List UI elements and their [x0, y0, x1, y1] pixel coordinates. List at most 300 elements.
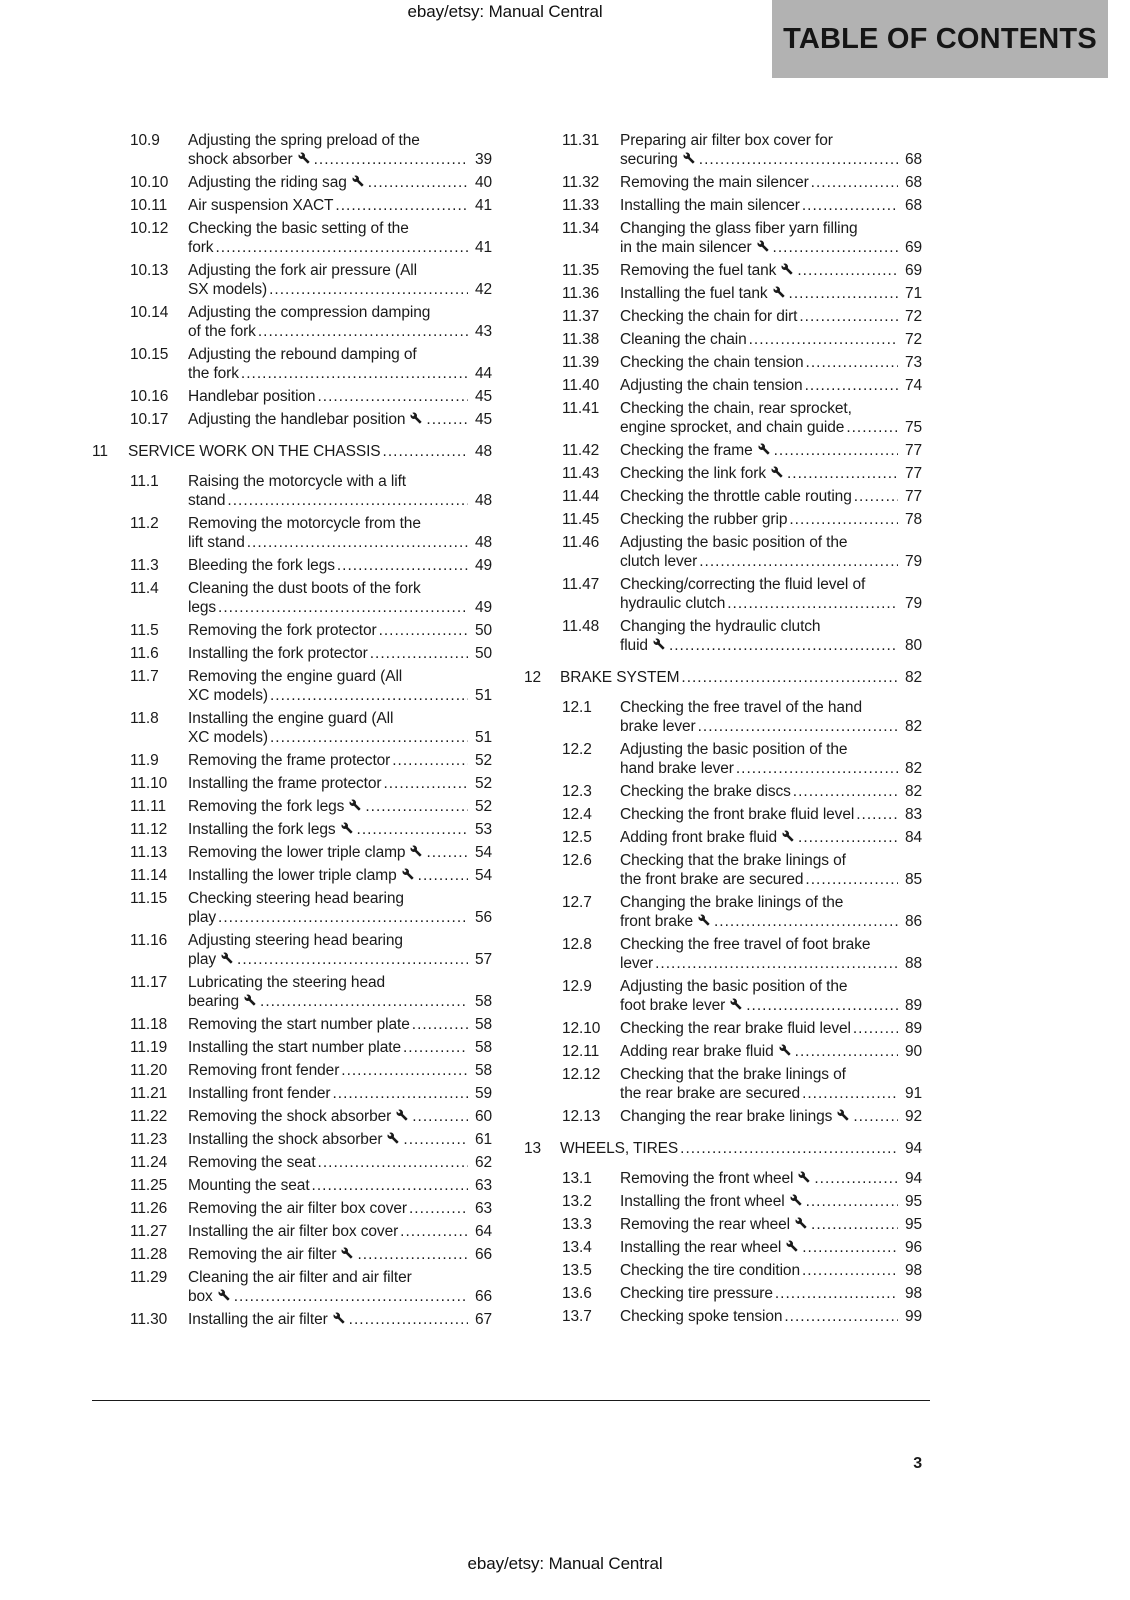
- entry-number: 11.9: [130, 752, 159, 769]
- entry-number: 11.2: [130, 515, 159, 532]
- wrench-icon: [779, 1042, 791, 1061]
- dot-leader: [787, 284, 898, 303]
- entry-title: [188, 387, 492, 406]
- entry-page-number: 91: [904, 1085, 922, 1102]
- entry-title-line: Adjusting the basic position of the: [620, 534, 848, 551]
- toc-entry: [524, 487, 922, 506]
- entry-page-number: 99: [904, 1308, 922, 1325]
- entry-title-line: Checking the frame: [620, 442, 753, 459]
- toc-entry: [524, 698, 922, 736]
- entry-title-line: Removing the frame protector: [188, 752, 391, 769]
- entry-title-line: Removing the front wheel: [620, 1170, 794, 1187]
- entry-title-line: Adjusting the basic position of the: [620, 741, 848, 758]
- entry-page-number: 52: [474, 775, 492, 792]
- entry-title: [620, 1238, 922, 1257]
- entry-title-line: Removing the rear wheel: [620, 1216, 791, 1233]
- entry-number: 11.41: [562, 400, 600, 417]
- entry-title-line: Installing the air filter: [188, 1311, 328, 1328]
- entry-title-line: Checking that the brake linings of: [620, 1066, 846, 1083]
- toc-entry: [524, 1019, 922, 1038]
- dot-leader: [696, 717, 898, 736]
- entry-number: 11.28: [130, 1246, 168, 1263]
- entry-title: [188, 843, 492, 862]
- entry-number: 10.14: [130, 304, 169, 321]
- toc-entry: [92, 131, 492, 169]
- entry-title: [620, 1019, 922, 1038]
- entry-title-line: Checking the front brake fluid level: [620, 806, 855, 823]
- dot-leader: [339, 1061, 468, 1080]
- entry-number: 10.15: [130, 346, 169, 363]
- dot-leader: [333, 196, 468, 215]
- toc-entry: [524, 196, 922, 215]
- toc-entry: [92, 1245, 492, 1264]
- entry-title: [560, 668, 922, 687]
- entry-number: 10.9: [130, 132, 160, 149]
- entry-number: 11.20: [130, 1062, 168, 1079]
- entry-title: [188, 514, 492, 552]
- entry-number: 11.7: [130, 668, 159, 685]
- entry-number: 11.5: [130, 622, 159, 639]
- entry-page-number: 54: [474, 867, 492, 884]
- entry-title-line: stand: [188, 492, 226, 509]
- entry-number: 12.7: [562, 894, 592, 911]
- toc-entry: [92, 931, 492, 969]
- entry-title-line: Checking the chain, rear sprocket,: [620, 400, 852, 417]
- entry-title: [188, 973, 492, 1011]
- entry-number: 11.15: [130, 890, 168, 907]
- entry-title: [620, 740, 922, 778]
- toc-entry: [524, 399, 922, 437]
- entry-number: 12.11: [562, 1043, 600, 1060]
- entry-number: 10.11: [130, 197, 168, 214]
- entry-number: 11.39: [562, 354, 600, 371]
- entry-number: 11.11: [130, 798, 166, 815]
- toc-entry: [92, 387, 492, 406]
- toc-entry: [92, 1084, 492, 1103]
- entry-number: 11.8: [130, 710, 159, 727]
- entry-title-line: in the main silencer: [620, 239, 752, 256]
- entry-number: 11.29: [130, 1269, 168, 1286]
- entry-number: 11.17: [130, 974, 168, 991]
- dot-leader: [734, 759, 898, 778]
- entry-title-line: Changing the rear brake linings: [620, 1108, 833, 1125]
- dot-leader: [256, 322, 468, 341]
- toc-entry: [524, 1065, 922, 1103]
- wrench-icon: [771, 464, 783, 483]
- toc-entry: [92, 973, 492, 1011]
- entry-page-number: 50: [474, 645, 492, 662]
- entry-page-number: 77: [904, 488, 922, 505]
- entry-number: 11.12: [130, 821, 168, 838]
- entry-title: [620, 1065, 922, 1103]
- entry-page-number: 72: [904, 308, 922, 325]
- entry-title-line: of the fork: [188, 323, 256, 340]
- entry-title: [188, 131, 492, 169]
- wrench-icon: [410, 843, 422, 862]
- entry-title: [188, 1153, 492, 1172]
- toc-entry: [92, 1153, 492, 1172]
- dot-leader: [258, 992, 468, 1011]
- entry-title: [620, 617, 922, 655]
- wrench-icon: [221, 950, 233, 969]
- entry-title: [188, 667, 492, 705]
- entry-title: [188, 1084, 492, 1103]
- dot-leader: [216, 908, 468, 927]
- entry-title-line: Checking that the brake linings of: [620, 852, 846, 869]
- toc-entry: [92, 261, 492, 299]
- toc-entry: [92, 1015, 492, 1034]
- dot-leader: [410, 1015, 468, 1034]
- wrench-icon: [795, 1215, 807, 1234]
- entry-title-line: Installing front fender: [188, 1085, 331, 1102]
- entry-number: 13.6: [562, 1285, 592, 1302]
- dot-leader: [791, 782, 898, 801]
- toc-entry: [524, 1192, 922, 1211]
- entry-title-line: Raising the motorcycle with a lift: [188, 473, 406, 490]
- entry-title-line: Removing the motorcycle from the: [188, 515, 421, 532]
- entry-page-number: 44: [474, 365, 492, 382]
- entry-page-number: 72: [904, 331, 922, 348]
- entry-title-line: play: [188, 909, 217, 926]
- entry-page-number: 94: [904, 1170, 922, 1187]
- toc-entry: [92, 1107, 492, 1126]
- toc-entry: [524, 219, 922, 257]
- entry-title: [188, 1061, 492, 1080]
- entry-title: [620, 330, 922, 349]
- entry-title-line: Handlebar position: [188, 388, 316, 405]
- footer-rule: [92, 1400, 930, 1401]
- toc-entry: [92, 1222, 492, 1241]
- entry-title-line: Adjusting the spring preload of the: [188, 132, 420, 149]
- entry-title: [620, 1284, 922, 1303]
- wrench-icon: [218, 1287, 230, 1306]
- dot-leader: [793, 1042, 898, 1061]
- toc-entry: [92, 556, 492, 575]
- entry-title: [620, 977, 922, 1015]
- entry-title: [620, 1107, 922, 1126]
- dot-leader: [800, 1238, 898, 1257]
- entry-title-line: Air suspension XACT: [188, 197, 334, 214]
- entry-page-number: 82: [904, 718, 922, 735]
- entry-number: 11.31: [562, 132, 600, 149]
- dot-leader: [232, 1287, 468, 1306]
- dot-leader: [316, 1153, 468, 1172]
- entry-title-line: Cleaning the dust boots of the fork: [188, 580, 421, 597]
- toc-entry: [524, 510, 922, 529]
- entry-page-number: 51: [474, 729, 492, 746]
- entry-page-number: 84: [904, 829, 922, 846]
- entry-title: [188, 1199, 492, 1218]
- entry-page-number: 89: [904, 997, 922, 1014]
- dot-leader: [772, 441, 898, 460]
- entry-page-number: 71: [904, 285, 922, 302]
- toc-entry: [92, 797, 492, 816]
- entry-number: 11.38: [562, 331, 600, 348]
- entry-title: [620, 196, 922, 215]
- entry-page-number: 58: [474, 1062, 492, 1079]
- entry-page-number: 58: [474, 1039, 492, 1056]
- entry-title-line: front brake: [620, 913, 693, 930]
- wrench-icon: [653, 636, 665, 655]
- entry-number: 12.4: [562, 806, 592, 823]
- entry-number: 12.9: [562, 978, 592, 995]
- entry-page-number: 83: [904, 806, 922, 823]
- entry-page-number: 49: [474, 557, 492, 574]
- entry-title-line: Removing the lower triple clamp: [188, 844, 406, 861]
- dot-leader: [697, 150, 898, 169]
- entry-title-line: legs: [188, 599, 217, 616]
- entry-title-line: Preparing air filter box cover for: [620, 132, 833, 149]
- entry-page-number: 80: [904, 637, 922, 654]
- entry-title: [188, 472, 492, 510]
- entry-number: 11.21: [130, 1085, 168, 1102]
- toc-entry: [524, 782, 922, 801]
- entry-page-number: 85: [904, 871, 922, 888]
- entry-number: 11.19: [130, 1039, 168, 1056]
- entry-title-line: Removing the air filter box cover: [188, 1200, 407, 1217]
- entry-number: 11.40: [562, 377, 600, 394]
- entry-number: 11.1: [130, 473, 159, 490]
- entry-title-line: Installing the fork legs: [188, 821, 336, 838]
- entry-title: [188, 173, 492, 192]
- entry-number: 10.10: [130, 174, 169, 191]
- entry-title-line: WHEELS, TIRES: [560, 1140, 679, 1157]
- entry-number: 11.35: [562, 262, 600, 279]
- toc-entry: [92, 751, 492, 770]
- entry-title-line: Checking the throttle cable routing: [620, 488, 852, 505]
- entry-number: 10.13: [130, 262, 169, 279]
- entry-number: 12.2: [562, 741, 592, 758]
- toc-entry: [524, 1169, 922, 1188]
- entry-title-line: lever: [620, 955, 654, 972]
- entry-title: [620, 805, 922, 824]
- entry-title: [620, 533, 922, 571]
- entry-title: [128, 442, 492, 461]
- entry-number: 12.8: [562, 936, 592, 953]
- entry-title-line: brake lever: [620, 718, 696, 735]
- entry-page-number: 54: [474, 844, 492, 861]
- dot-leader: [355, 1245, 468, 1264]
- entry-number: 12.3: [562, 783, 592, 800]
- toc-entry: [92, 472, 492, 510]
- dot-leader: [851, 1019, 898, 1038]
- entry-page-number: 58: [474, 993, 492, 1010]
- toc-entry: [524, 1042, 922, 1061]
- entry-number: 11.48: [562, 618, 600, 635]
- dot-leader: [804, 1192, 898, 1211]
- entry-number: 12.10: [562, 1020, 601, 1037]
- entry-number: 10.12: [130, 220, 169, 237]
- toc-entry: [524, 851, 922, 889]
- wrench-icon: [698, 912, 710, 931]
- entry-number: 11.30: [130, 1311, 168, 1328]
- entry-title-line: Checking the rear brake fluid level: [620, 1020, 851, 1037]
- entry-title-line: Lubricating the steering head: [188, 974, 386, 991]
- toc-entry: [524, 353, 922, 372]
- entry-title: [620, 1169, 922, 1188]
- wrench-icon: [683, 150, 695, 169]
- toc-entry: [92, 1268, 492, 1306]
- entry-number: 11.46: [562, 534, 600, 551]
- dot-leader: [368, 644, 468, 663]
- dot-leader: [782, 1307, 898, 1326]
- dot-leader: [398, 1222, 468, 1241]
- entry-title: [620, 376, 922, 395]
- entry-number: 10.17: [130, 411, 169, 428]
- entry-number: 11.3: [130, 557, 159, 574]
- entry-page-number: 64: [474, 1223, 492, 1240]
- entry-page-number: 68: [904, 174, 922, 191]
- dot-leader: [424, 843, 468, 862]
- entry-number: 11.14: [130, 867, 168, 884]
- toc-entry: [524, 575, 922, 613]
- entry-title-line: Installing the shock absorber: [188, 1131, 383, 1148]
- dot-leader: [268, 728, 468, 747]
- entry-title-line: securing: [620, 151, 678, 168]
- header-watermark: ebay/etsy: Manual Central: [407, 2, 603, 21]
- entry-title-line: BRAKE SYSTEM: [560, 669, 680, 686]
- entry-title-line: Changing the hydraulic clutch: [620, 618, 821, 635]
- entry-title-line: Removing the fuel tank: [620, 262, 777, 279]
- entry-page-number: 92: [904, 1108, 922, 1125]
- toc-entry: [524, 330, 922, 349]
- entry-title: [620, 353, 922, 372]
- dot-leader: [771, 238, 898, 257]
- dot-leader: [787, 510, 898, 529]
- dot-leader: [245, 533, 468, 552]
- entry-number: 13.5: [562, 1262, 592, 1279]
- dot-leader: [381, 442, 468, 461]
- toc-entry: [524, 284, 922, 303]
- entry-page-number: 59: [474, 1085, 492, 1102]
- entry-title-line: Cleaning the chain: [620, 331, 747, 348]
- entry-title-line: SX models): [188, 281, 268, 298]
- entry-title: [620, 893, 922, 931]
- entry-page-number: 68: [904, 151, 922, 168]
- entry-page-number: 66: [474, 1288, 492, 1305]
- entry-title: [188, 1130, 492, 1149]
- entry-title: [620, 487, 922, 506]
- toc-entry: [92, 843, 492, 862]
- toc-entry: [92, 345, 492, 383]
- entry-number: 11.44: [562, 488, 600, 505]
- entry-title-line: Removing the main silencer: [620, 174, 809, 191]
- entry-title: [620, 1042, 922, 1061]
- dot-leader: [267, 280, 468, 299]
- entry-number: 13.2: [562, 1193, 592, 1210]
- entry-page-number: 45: [474, 388, 492, 405]
- entry-title-line: Checking the brake discs: [620, 783, 791, 800]
- entry-page-number: 63: [474, 1177, 492, 1194]
- toc-entry: [92, 1061, 492, 1080]
- entry-page-number: 68: [904, 197, 922, 214]
- entry-page-number: 39: [474, 151, 492, 168]
- entry-page-number: 63: [474, 1200, 492, 1217]
- entry-title: [188, 774, 492, 793]
- dot-leader: [800, 196, 898, 215]
- entry-title-line: Adjusting the riding sag: [188, 174, 347, 191]
- dot-leader: [744, 996, 898, 1015]
- dot-leader: [410, 1107, 468, 1126]
- entry-title-line: Checking the tire condition: [620, 1262, 800, 1279]
- entry-title: [620, 173, 922, 192]
- entry-title-line: Adjusting the basic position of the: [620, 978, 848, 995]
- toc-entry: [92, 1199, 492, 1218]
- toc-entry: [92, 644, 492, 663]
- dot-leader: [844, 418, 898, 437]
- dot-leader: [416, 866, 468, 885]
- entry-title-line: Removing the seat: [188, 1154, 316, 1171]
- entry-title: [620, 464, 922, 483]
- entry-title: [620, 935, 922, 973]
- entry-page-number: 88: [904, 955, 922, 972]
- entry-title-line: lift stand: [188, 534, 245, 551]
- entry-title-line: Cleaning the air filter and air filter: [188, 1269, 412, 1286]
- wrench-icon: [781, 261, 793, 280]
- entry-title-line: Checking the free travel of foot brake: [620, 936, 871, 953]
- toc-entry: [92, 514, 492, 552]
- toc-entry: [524, 464, 922, 483]
- entry-page-number: 49: [474, 599, 492, 616]
- entry-title-line: Adjusting the compression damping: [188, 304, 431, 321]
- entry-title-line: Adjusting the handlebar position: [188, 411, 406, 428]
- entry-title-line: Adjusting the rebound damping of: [188, 346, 417, 363]
- entry-number: 11.47: [562, 576, 600, 593]
- entry-title: [188, 751, 492, 770]
- entry-number: 11.23: [130, 1131, 168, 1148]
- wrench-icon: [333, 1310, 345, 1329]
- dot-leader: [796, 828, 898, 847]
- entry-number: 12.13: [562, 1108, 601, 1125]
- dot-leader: [697, 552, 898, 571]
- entry-title: [188, 931, 492, 969]
- entry-title: [620, 510, 922, 529]
- entry-title-line: Installing the main silencer: [620, 197, 800, 214]
- entry-title-line: Changing the brake linings of the: [620, 894, 844, 911]
- entry-title-line: Checking the basic setting of the: [188, 220, 409, 237]
- entry-title-line: Installing the start number plate: [188, 1039, 401, 1056]
- toc-column-right: [524, 131, 922, 1330]
- entry-title: [188, 1107, 492, 1126]
- entry-page-number: 66: [474, 1246, 492, 1263]
- entry-title-line: clutch lever: [620, 553, 698, 570]
- dot-leader: [800, 1261, 898, 1280]
- entry-number: 13.3: [562, 1216, 592, 1233]
- entry-number: 11.24: [130, 1154, 168, 1171]
- entry-page-number: 52: [474, 798, 492, 815]
- entry-title: [620, 698, 922, 736]
- entry-number: 11.22: [130, 1108, 168, 1125]
- dot-leader: [679, 668, 898, 687]
- toc-entry: [92, 774, 492, 793]
- toc-entry: [524, 740, 922, 778]
- toc-entry: [92, 889, 492, 927]
- entry-title: [188, 889, 492, 927]
- entry-title-line: Adding rear brake fluid: [620, 1043, 774, 1060]
- wrench-icon: [758, 441, 770, 460]
- dot-leader: [366, 173, 468, 192]
- dot-leader: [678, 1139, 898, 1158]
- entry-title: [188, 820, 492, 839]
- entry-number: 11.18: [130, 1016, 168, 1033]
- wrench-icon: [352, 173, 364, 192]
- entry-title: [620, 399, 922, 437]
- entry-title-line: Installing the front wheel: [620, 1193, 785, 1210]
- entry-number: 11.16: [130, 932, 168, 949]
- dot-leader: [347, 1310, 468, 1329]
- entry-title: [188, 1015, 492, 1034]
- entry-number: 11.25: [130, 1177, 168, 1194]
